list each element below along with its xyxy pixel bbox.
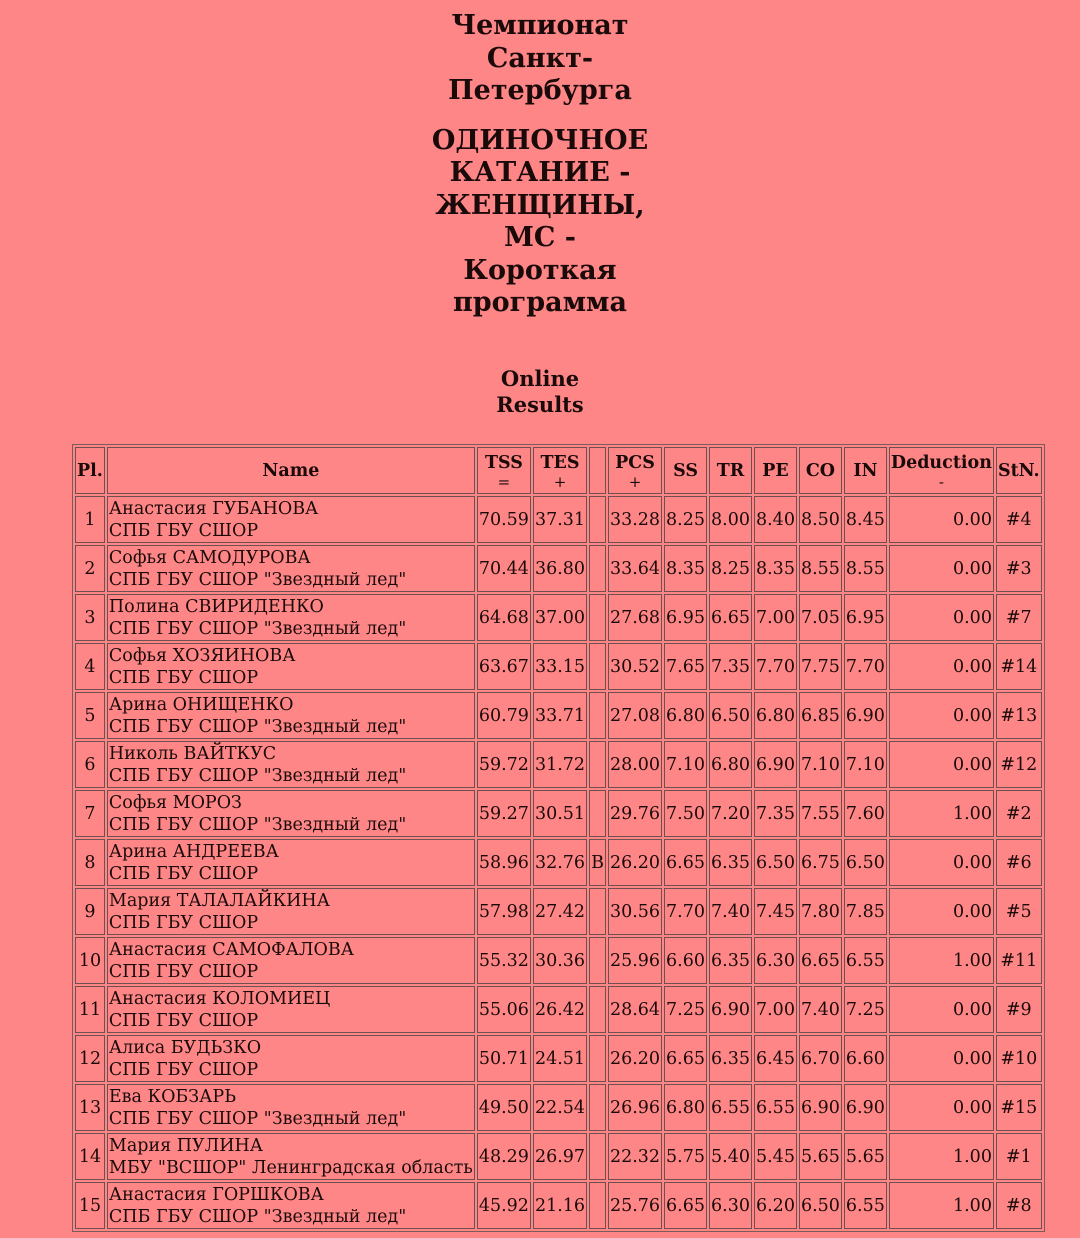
skater-name: Полина СВИРИДЕНКО xyxy=(108,596,324,617)
co-cell: 7.80 xyxy=(799,888,842,935)
in-cell: 7.25 xyxy=(844,986,887,1033)
pcs-cell: 26.96 xyxy=(608,1084,662,1131)
pcs-cell: 26.20 xyxy=(608,839,662,886)
flag-cell xyxy=(589,692,606,739)
flag-cell xyxy=(589,496,606,543)
tr-cell: 7.35 xyxy=(709,643,752,690)
tss-cell: 49.50 xyxy=(477,1084,531,1131)
pe-cell: 6.50 xyxy=(754,839,797,886)
column-header-name xyxy=(107,447,475,494)
deduction-cell: 0.00 xyxy=(889,1035,994,1082)
skater-club: СПБ ГБУ СШОР "Звездный лед" xyxy=(108,1206,407,1227)
tss-cell: 70.59 xyxy=(477,496,531,543)
skater-name: Арина ОНИЩЕНКО xyxy=(108,694,294,715)
tr-cell: 6.35 xyxy=(709,839,752,886)
deduction-cell: 0.00 xyxy=(889,692,994,739)
skater-cell xyxy=(107,937,475,984)
event-title xyxy=(410,125,670,320)
tes-cell: 37.31 xyxy=(533,496,587,543)
results-table xyxy=(72,444,1045,1232)
skater-club: СПБ ГБУ СШОР "Звездный лед" xyxy=(108,716,407,737)
column-header-co xyxy=(799,447,842,494)
tr-cell: 6.35 xyxy=(709,937,752,984)
table-row xyxy=(75,1035,1042,1082)
start-number-cell: #6 xyxy=(996,839,1042,886)
skater-cell xyxy=(107,1182,475,1229)
skater-club: СПБ ГБУ СШОР xyxy=(108,1059,259,1080)
flag-cell xyxy=(589,1084,606,1131)
place-cell: 5 xyxy=(75,692,105,739)
pe-cell: 7.45 xyxy=(754,888,797,935)
tss-cell: 45.92 xyxy=(477,1182,531,1229)
deduction-cell: 1.00 xyxy=(889,937,994,984)
in-cell: 7.70 xyxy=(844,643,887,690)
skater-name: Арина АНДРЕЕВА xyxy=(108,841,279,862)
flag-cell xyxy=(589,1035,606,1082)
deduction-cell: 0.00 xyxy=(889,643,994,690)
tss-cell: 58.96 xyxy=(477,839,531,886)
event-line: ОДИНОЧНОЕ xyxy=(431,124,649,156)
ss-cell: 7.50 xyxy=(664,790,707,837)
ss-cell: 6.65 xyxy=(664,1182,707,1229)
tr-cell: 6.35 xyxy=(709,1035,752,1082)
in-cell: 6.95 xyxy=(844,594,887,641)
pcs-cell: 26.20 xyxy=(608,1035,662,1082)
place-cell: 10 xyxy=(75,937,105,984)
co-cell: 6.65 xyxy=(799,937,842,984)
table-row xyxy=(75,888,1042,935)
ss-cell: 7.70 xyxy=(664,888,707,935)
tes-cell: 30.51 xyxy=(533,790,587,837)
co-cell: 8.55 xyxy=(799,545,842,592)
column-label: Name xyxy=(262,460,320,481)
title-line: Санкт- xyxy=(486,42,594,74)
skater-club: СПБ ГБУ СШОР xyxy=(108,912,259,933)
ss-cell: 6.95 xyxy=(664,594,707,641)
tes-cell: 33.15 xyxy=(533,643,587,690)
place-cell: 3 xyxy=(75,594,105,641)
pcs-cell: 27.08 xyxy=(608,692,662,739)
place-cell: 1 xyxy=(75,496,105,543)
start-number-cell: #9 xyxy=(996,986,1042,1033)
tr-cell: 8.25 xyxy=(709,545,752,592)
skater-cell xyxy=(107,496,475,543)
tes-cell: 24.51 xyxy=(533,1035,587,1082)
tr-cell: 6.55 xyxy=(709,1084,752,1131)
skater-name: Анастасия КОЛОМИЕЦ xyxy=(108,988,331,1009)
pe-cell: 5.45 xyxy=(754,1133,797,1180)
in-cell: 6.60 xyxy=(844,1035,887,1082)
in-cell: 8.45 xyxy=(844,496,887,543)
column-sign: = xyxy=(497,472,511,491)
column-sign: + xyxy=(553,472,567,491)
co-cell: 6.50 xyxy=(799,1182,842,1229)
table-row xyxy=(75,1182,1042,1229)
skater-name: Софья ХОЗЯИНОВА xyxy=(108,645,296,666)
in-cell: 6.55 xyxy=(844,937,887,984)
deduction-cell: 0.00 xyxy=(889,741,994,788)
co-cell: 7.10 xyxy=(799,741,842,788)
event-line: ЖЕНЩИНЫ, xyxy=(435,189,645,221)
place-cell: 4 xyxy=(75,643,105,690)
ss-cell: 6.65 xyxy=(664,839,707,886)
column-sign: - xyxy=(938,472,944,491)
tss-cell: 57.98 xyxy=(477,888,531,935)
event-line: КАТАНИЕ - xyxy=(449,157,631,188)
start-number-cell: #2 xyxy=(996,790,1042,837)
skater-name: Мария ПУЛИНА xyxy=(108,1135,264,1156)
flag-cell xyxy=(589,545,606,592)
skater-name: Софья МОРОЗ xyxy=(108,792,242,813)
start-number-cell: #11 xyxy=(996,937,1042,984)
pcs-cell: 25.96 xyxy=(608,937,662,984)
tes-cell: 33.71 xyxy=(533,692,587,739)
co-cell: 6.75 xyxy=(799,839,842,886)
table-row xyxy=(75,692,1042,739)
pcs-cell: 28.00 xyxy=(608,741,662,788)
column-header-pe xyxy=(754,447,797,494)
start-number-cell: #12 xyxy=(996,741,1042,788)
tr-cell: 6.65 xyxy=(709,594,752,641)
column-label: StN. xyxy=(997,460,1040,481)
pe-cell: 7.00 xyxy=(754,594,797,641)
start-number-cell: #7 xyxy=(996,594,1042,641)
skater-cell xyxy=(107,839,475,886)
place-cell: 12 xyxy=(75,1035,105,1082)
skater-club: СПБ ГБУ СШОР xyxy=(108,1010,259,1031)
skater-club: МБУ "ВСШОР" Ленинградская область xyxy=(108,1157,473,1178)
skater-cell xyxy=(107,986,475,1033)
ss-cell: 7.65 xyxy=(664,643,707,690)
table-header-row xyxy=(75,447,1042,494)
place-cell: 7 xyxy=(75,790,105,837)
title-line: Петербурга xyxy=(448,75,632,106)
table-row xyxy=(75,1133,1042,1180)
results-body xyxy=(75,496,1042,1229)
pe-cell: 6.20 xyxy=(754,1182,797,1229)
flag-cell xyxy=(589,888,606,935)
column-sign: + xyxy=(628,472,642,491)
ss-cell: 6.80 xyxy=(664,1084,707,1131)
tss-cell: 60.79 xyxy=(477,692,531,739)
flag-cell xyxy=(589,594,606,641)
tes-cell: 31.72 xyxy=(533,741,587,788)
co-cell: 6.85 xyxy=(799,692,842,739)
tes-cell: 26.97 xyxy=(533,1133,587,1180)
ss-cell: 6.65 xyxy=(664,1035,707,1082)
flag-cell xyxy=(589,741,606,788)
pcs-cell: 25.76 xyxy=(608,1182,662,1229)
pcs-cell: 28.64 xyxy=(608,986,662,1033)
deduction-cell: 0.00 xyxy=(889,496,994,543)
skater-club: СПБ ГБУ СШОР "Звездный лед" xyxy=(108,569,407,590)
tes-cell: 32.76 xyxy=(533,839,587,886)
in-cell: 7.85 xyxy=(844,888,887,935)
skater-cell xyxy=(107,692,475,739)
column-label: Pl. xyxy=(77,460,103,481)
start-number-cell: #8 xyxy=(996,1182,1042,1229)
flag-cell xyxy=(589,790,606,837)
column-label: SS xyxy=(673,460,698,481)
skater-club: СПБ ГБУ СШОР "Звездный лед" xyxy=(108,1108,407,1129)
pe-cell: 6.45 xyxy=(754,1035,797,1082)
skater-name: Анастасия САМОФАЛОВА xyxy=(108,939,354,960)
skater-name: Анастасия ГОРШКОВА xyxy=(108,1184,324,1205)
tss-cell: 63.67 xyxy=(477,643,531,690)
start-number-cell: #13 xyxy=(996,692,1042,739)
skater-cell xyxy=(107,888,475,935)
table-row xyxy=(75,545,1042,592)
column-label: Deduction xyxy=(890,452,992,473)
tr-cell: 7.20 xyxy=(709,790,752,837)
tss-cell: 59.72 xyxy=(477,741,531,788)
tr-cell: 8.00 xyxy=(709,496,752,543)
pe-cell: 6.80 xyxy=(754,692,797,739)
column-header-flag xyxy=(589,447,606,494)
co-cell: 6.90 xyxy=(799,1084,842,1131)
skater-club: СПБ ГБУ СШОР xyxy=(108,520,259,541)
in-cell: 6.50 xyxy=(844,839,887,886)
pe-cell: 6.30 xyxy=(754,937,797,984)
table-row xyxy=(75,937,1042,984)
start-number-cell: #5 xyxy=(996,888,1042,935)
tr-cell: 7.40 xyxy=(709,888,752,935)
in-cell: 8.55 xyxy=(844,545,887,592)
deduction-cell: 0.00 xyxy=(889,888,994,935)
column-label: TES xyxy=(540,452,580,473)
skater-cell xyxy=(107,1084,475,1131)
co-cell: 6.70 xyxy=(799,1035,842,1082)
tes-cell: 22.54 xyxy=(533,1084,587,1131)
tss-cell: 64.68 xyxy=(477,594,531,641)
pcs-cell: 27.68 xyxy=(608,594,662,641)
deduction-cell: 0.00 xyxy=(889,986,994,1033)
table-row xyxy=(75,594,1042,641)
skater-name: Алиса БУДЬЗКО xyxy=(108,1037,262,1058)
place-cell: 2 xyxy=(75,545,105,592)
place-cell: 15 xyxy=(75,1182,105,1229)
skater-name: Николь ВАЙТКУС xyxy=(108,743,277,764)
start-number-cell: #15 xyxy=(996,1084,1042,1131)
tss-cell: 59.27 xyxy=(477,790,531,837)
start-number-cell: #14 xyxy=(996,643,1042,690)
skater-cell xyxy=(107,1035,475,1082)
tr-cell: 6.90 xyxy=(709,986,752,1033)
ss-cell: 8.25 xyxy=(664,496,707,543)
place-cell: 13 xyxy=(75,1084,105,1131)
in-cell: 6.55 xyxy=(844,1182,887,1229)
tes-cell: 30.36 xyxy=(533,937,587,984)
tes-cell: 36.80 xyxy=(533,545,587,592)
table-row xyxy=(75,1084,1042,1131)
page-header xyxy=(410,8,670,418)
skater-club: СПБ ГБУ СШОР xyxy=(108,667,259,688)
column-header-in xyxy=(844,447,887,494)
ss-cell: 5.75 xyxy=(664,1133,707,1180)
co-cell: 5.65 xyxy=(799,1133,842,1180)
pcs-cell: 33.64 xyxy=(608,545,662,592)
table-row xyxy=(75,496,1042,543)
skater-cell xyxy=(107,594,475,641)
start-number-cell: #10 xyxy=(996,1035,1042,1082)
skater-cell xyxy=(107,643,475,690)
tss-cell: 55.32 xyxy=(477,937,531,984)
ss-cell: 6.80 xyxy=(664,692,707,739)
start-number-cell: #4 xyxy=(996,496,1042,543)
deduction-cell: 0.00 xyxy=(889,594,994,641)
table-row xyxy=(75,986,1042,1033)
online-line: Results xyxy=(496,391,584,417)
place-cell: 11 xyxy=(75,986,105,1033)
co-cell: 7.40 xyxy=(799,986,842,1033)
in-cell: 6.90 xyxy=(844,692,887,739)
pe-cell: 6.55 xyxy=(754,1084,797,1131)
pcs-cell: 33.28 xyxy=(608,496,662,543)
online-line: Online xyxy=(500,365,580,391)
start-number-cell: #3 xyxy=(996,545,1042,592)
tss-cell: 55.06 xyxy=(477,986,531,1033)
flag-cell xyxy=(589,937,606,984)
table-row xyxy=(75,839,1042,886)
column-label: PE xyxy=(762,460,789,481)
pe-cell: 7.00 xyxy=(754,986,797,1033)
column-label: CO xyxy=(805,460,836,481)
tes-cell: 37.00 xyxy=(533,594,587,641)
pe-cell: 8.40 xyxy=(754,496,797,543)
column-header-tr xyxy=(709,447,752,494)
place-cell: 8 xyxy=(75,839,105,886)
championship-title xyxy=(410,8,670,108)
ss-cell: 7.25 xyxy=(664,986,707,1033)
column-header-start-number xyxy=(996,447,1042,494)
column-header-place xyxy=(75,447,105,494)
flag-cell xyxy=(589,643,606,690)
deduction-cell: 0.00 xyxy=(889,545,994,592)
pe-cell: 6.90 xyxy=(754,741,797,788)
co-cell: 8.50 xyxy=(799,496,842,543)
skater-club: СПБ ГБУ СШОР "Звездный лед" xyxy=(108,765,407,786)
pe-cell: 8.35 xyxy=(754,545,797,592)
column-header-pcs xyxy=(608,447,662,494)
event-line: Короткая xyxy=(463,254,617,286)
skater-club: СПБ ГБУ СШОР xyxy=(108,961,259,982)
column-header-tss xyxy=(477,447,531,494)
co-cell: 7.75 xyxy=(799,643,842,690)
skater-cell xyxy=(107,741,475,788)
column-header-ss xyxy=(664,447,707,494)
event-line: программа xyxy=(453,287,627,318)
pcs-cell: 22.32 xyxy=(608,1133,662,1180)
deduction-cell: 1.00 xyxy=(889,790,994,837)
skater-cell xyxy=(107,545,475,592)
table-row xyxy=(75,790,1042,837)
pe-cell: 7.35 xyxy=(754,790,797,837)
co-cell: 7.55 xyxy=(799,790,842,837)
tes-cell: 21.16 xyxy=(533,1182,587,1229)
tr-cell: 6.30 xyxy=(709,1182,752,1229)
flag-cell xyxy=(589,1133,606,1180)
place-cell: 9 xyxy=(75,888,105,935)
online-results-label xyxy=(410,366,670,418)
tss-cell: 70.44 xyxy=(477,545,531,592)
skater-cell xyxy=(107,790,475,837)
place-cell: 14 xyxy=(75,1133,105,1180)
skater-club: СПБ ГБУ СШОР "Звездный лед" xyxy=(108,618,407,639)
skater-name: Мария ТАЛАЛАЙКИНА xyxy=(108,890,330,911)
skater-name: Ева КОБЗАРЬ xyxy=(108,1086,237,1107)
flag-cell xyxy=(589,1182,606,1229)
in-cell: 6.90 xyxy=(844,1084,887,1131)
ss-cell: 8.35 xyxy=(664,545,707,592)
flag-cell: B xyxy=(589,839,606,886)
pcs-cell: 30.56 xyxy=(608,888,662,935)
place-cell: 6 xyxy=(75,741,105,788)
column-label: TSS xyxy=(484,452,523,473)
column-label: TR xyxy=(716,460,745,481)
title-line: Чемпионат xyxy=(451,10,629,41)
skater-club: СПБ ГБУ СШОР xyxy=(108,863,259,884)
in-cell: 7.60 xyxy=(844,790,887,837)
column-label: IN xyxy=(853,460,878,481)
tss-cell: 50.71 xyxy=(477,1035,531,1082)
ss-cell: 6.60 xyxy=(664,937,707,984)
deduction-cell: 1.00 xyxy=(889,1133,994,1180)
in-cell: 5.65 xyxy=(844,1133,887,1180)
skater-club: СПБ ГБУ СШОР "Звездный лед" xyxy=(108,814,407,835)
table-row xyxy=(75,741,1042,788)
flag-cell xyxy=(589,986,606,1033)
skater-name: Анастасия ГУБАНОВА xyxy=(108,498,319,519)
pe-cell: 7.70 xyxy=(754,643,797,690)
table-row xyxy=(75,643,1042,690)
in-cell: 7.10 xyxy=(844,741,887,788)
tes-cell: 26.42 xyxy=(533,986,587,1033)
deduction-cell: 1.00 xyxy=(889,1182,994,1229)
ss-cell: 7.10 xyxy=(664,741,707,788)
tr-cell: 6.80 xyxy=(709,741,752,788)
column-label: PCS xyxy=(615,452,655,473)
tr-cell: 5.40 xyxy=(709,1133,752,1180)
deduction-cell: 0.00 xyxy=(889,1084,994,1131)
event-line: МС - xyxy=(504,222,576,253)
tes-cell: 27.42 xyxy=(533,888,587,935)
tr-cell: 6.50 xyxy=(709,692,752,739)
pcs-cell: 30.52 xyxy=(608,643,662,690)
co-cell: 7.05 xyxy=(799,594,842,641)
deduction-cell: 0.00 xyxy=(889,839,994,886)
start-number-cell: #1 xyxy=(996,1133,1042,1180)
column-header-deduction xyxy=(889,447,994,494)
skater-name: Софья САМОДУРОВА xyxy=(108,547,311,568)
column-header-tes xyxy=(533,447,587,494)
tss-cell: 48.29 xyxy=(477,1133,531,1180)
pcs-cell: 29.76 xyxy=(608,790,662,837)
skater-cell xyxy=(107,1133,475,1180)
